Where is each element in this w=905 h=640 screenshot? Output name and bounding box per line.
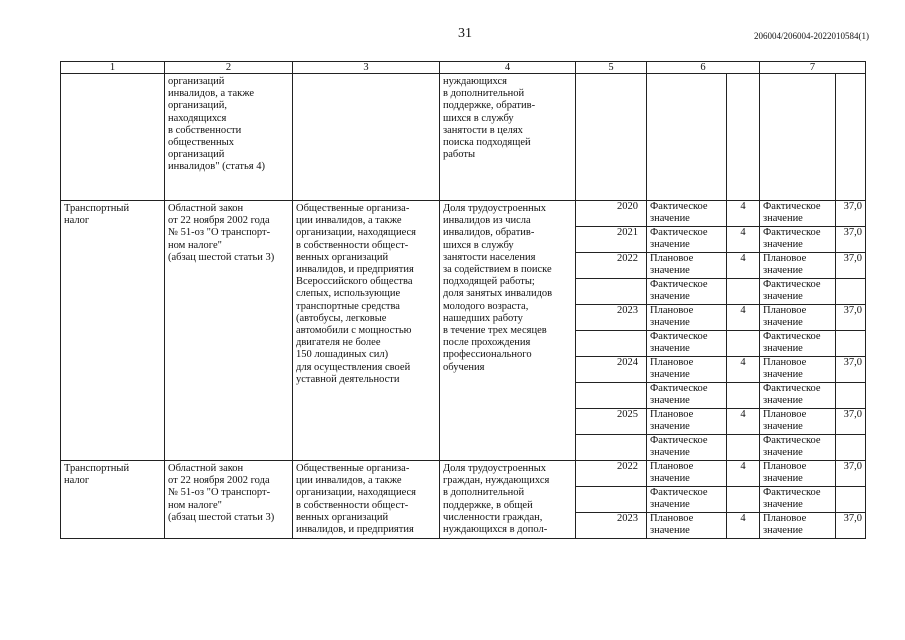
value-cell (836, 383, 866, 409)
value-type-cell: Фактическое значение (647, 383, 727, 409)
value-cell: 37,0 (836, 409, 866, 435)
year-cell (576, 331, 647, 357)
indicator-cell: Доля трудоустроенных граждан, нуждающихся в дополнительной поддержке, в общей численности граждан, нуждающихся в допол- (440, 461, 576, 539)
value-type-cell: Фактическое значение (760, 383, 836, 409)
value-type-cell: Фактическое значение (647, 201, 727, 227)
value-type-cell: Плановое значение (647, 513, 727, 539)
cell (647, 74, 727, 201)
value-cell: 4 (727, 409, 760, 435)
value-cell: 4 (727, 513, 760, 539)
year-cell: 2024 (576, 357, 647, 383)
value-cell: 37,0 (836, 305, 866, 331)
benefits-table (60, 61, 866, 539)
value-cell (727, 487, 760, 513)
value-cell (836, 279, 866, 305)
value-cell: 4 (727, 227, 760, 253)
value-cell: 4 (727, 305, 760, 331)
beneficiaries-cell: Общественные организа- ции инвалидов, а также организации, находящиеся в собственности общест- венных организаций инвалидов, и предприятия (293, 461, 440, 539)
value-cell: 37,0 (836, 227, 866, 253)
year-cell (576, 279, 647, 305)
year-cell: 2021 (576, 227, 647, 253)
column-number: 6 (647, 62, 760, 74)
value-type-cell: Плановое значение (760, 305, 836, 331)
normative-act-cell: Областной закон от 22 ноября 2002 года № 51-оз "О транспорт- ном налоге" (абзац шестой статьи 3) (165, 461, 293, 539)
value-type-cell: Фактическое значение (760, 331, 836, 357)
value-type-cell: Плановое значение (647, 461, 727, 487)
value-cell (836, 487, 866, 513)
value-cell (836, 331, 866, 357)
value-type-cell: Фактическое значение (647, 279, 727, 305)
indicator-cell: нуждающихся в дополнительной поддержке, обратив- шихся в службу занятости в целях поиска подходящей работы (440, 74, 576, 201)
column-number: 2 (165, 62, 293, 74)
indicator-cell: Доля трудоустроенных инвалидов из числа инвалидов, обратив- шихся в службу занятости населения за содействием в поиске подходящей работы; доля занятых инвалидов молодого возраста, нашедших работу в течение трех месяцев после прохождения профессионального обучения (440, 201, 576, 461)
normative-act-cell: Областной закон от 22 ноября 2002 года № 51-оз "О транспорт- ном налоге" (абзац шестой статьи 3) (165, 201, 293, 461)
value-type-cell: Плановое значение (647, 357, 727, 383)
column-number-row (61, 62, 866, 74)
value-type-cell: Фактическое значение (647, 487, 727, 513)
value-type-cell: Фактическое значение (647, 435, 727, 461)
page-number: 31 (458, 26, 472, 41)
value-cell: 4 (727, 357, 760, 383)
value-type-cell: Фактическое значение (760, 435, 836, 461)
document-id: 206004/206004-2022010584(1) (754, 31, 869, 41)
value-cell: 4 (727, 461, 760, 487)
beneficiaries-cell: Общественные организа- ции инвалидов, а также организации, находящиеся в собственности общест- венных организаций инвалидов, и предприятия Всероссийского общества слепых, использующие транспортные средства (автобусы, легковые автомобили с мощностью двигателя не более 150 лошадиных сил) для осуществления своей уставной деятельности (293, 201, 440, 461)
cell (576, 74, 647, 201)
table-body (61, 62, 866, 539)
year-cell: 2025 (576, 409, 647, 435)
value-cell (727, 435, 760, 461)
value-type-cell: Плановое значение (647, 253, 727, 279)
cell (836, 74, 866, 201)
tax-type-cell: Транспортный налог (61, 201, 165, 461)
value-type-cell: Фактическое значение (760, 227, 836, 253)
value-cell: 37,0 (836, 357, 866, 383)
cell (760, 74, 836, 201)
value-cell: 37,0 (836, 461, 866, 487)
year-row (61, 461, 866, 487)
value-type-cell: Плановое значение (647, 409, 727, 435)
cell (293, 74, 440, 201)
year-row (61, 201, 866, 227)
value-type-cell: Фактическое значение (760, 487, 836, 513)
normative-act-cell: организаций инвалидов, а также организаций, находящихся в собственности общественных организаций инвалидов" (статья 4) (165, 74, 293, 201)
value-type-cell: Плановое значение (760, 409, 836, 435)
year-cell: 2022 (576, 253, 647, 279)
value-cell: 37,0 (836, 513, 866, 539)
cell (727, 74, 760, 201)
value-type-cell: Плановое значение (760, 357, 836, 383)
value-type-cell: Плановое значение (760, 461, 836, 487)
year-cell: 2022 (576, 461, 647, 487)
continuation-row (61, 74, 866, 201)
value-cell (727, 279, 760, 305)
column-number: 4 (440, 62, 576, 74)
cell (61, 74, 165, 201)
value-type-cell: Плановое значение (760, 253, 836, 279)
year-cell: 2023 (576, 305, 647, 331)
value-cell (727, 383, 760, 409)
value-type-cell: Фактическое значение (760, 279, 836, 305)
value-type-cell: Плановое значение (647, 305, 727, 331)
year-cell (576, 383, 647, 409)
tax-type-cell: Транспортный налог (61, 461, 165, 539)
value-cell: 4 (727, 201, 760, 227)
year-cell (576, 487, 647, 513)
column-number: 5 (576, 62, 647, 74)
value-cell: 37,0 (836, 201, 866, 227)
year-cell: 2020 (576, 201, 647, 227)
value-cell (727, 331, 760, 357)
value-type-cell: Плановое значение (760, 513, 836, 539)
value-type-cell: Фактическое значение (647, 227, 727, 253)
column-number: 1 (61, 62, 165, 74)
value-cell: 4 (727, 253, 760, 279)
value-type-cell: Фактическое значение (647, 331, 727, 357)
year-cell: 2023 (576, 513, 647, 539)
value-cell (836, 435, 866, 461)
value-cell: 37,0 (836, 253, 866, 279)
year-cell (576, 435, 647, 461)
value-type-cell: Фактическое значение (760, 201, 836, 227)
column-number: 7 (760, 62, 866, 74)
column-number: 3 (293, 62, 440, 74)
